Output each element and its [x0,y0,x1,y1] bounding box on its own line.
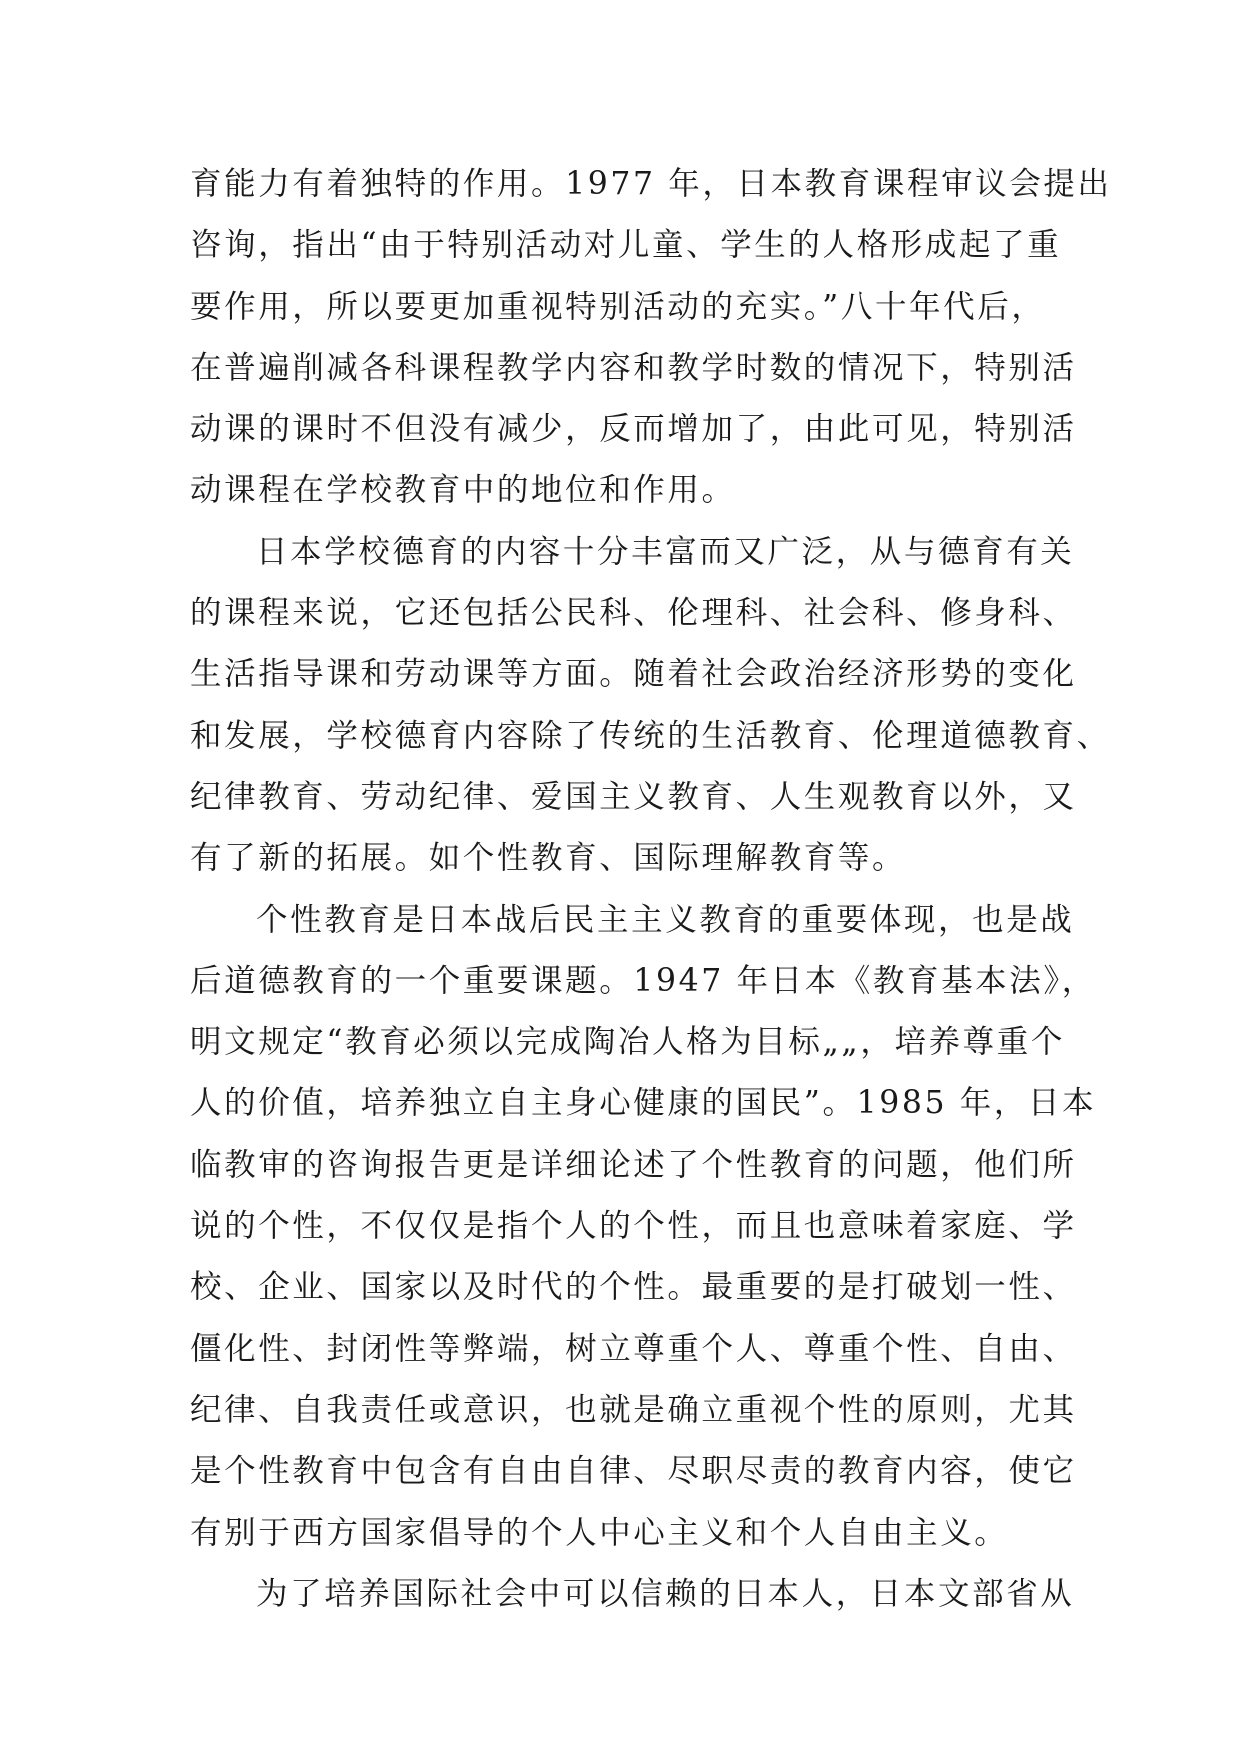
paragraph-first-line: 为了培养国际社会中可以信赖的日本人，日本文部省从 [256,1575,1075,1612]
body-text [190,154,1112,1625]
text-line: 育能力有着独特的作用。1977 年，日本教育课程审议会提出 [190,166,1112,202]
text-line: 校、企业、国家以及时代的个性。最重要的是打破划一性、 [190,1269,1077,1306]
text-line: 后道德教育的一个重要课题。1947 年日本《教育基本法》， [190,962,1096,999]
text-line: 咨询，指出“由于特别活动对儿童、学生的人格形成起了重 [190,227,1062,264]
text-line: 要作用，所以要更加重视特别活动的充实。”八十年代后， [190,288,1046,325]
text-line: 动课的课时不但没有减少，反而增加了，由此可见，特别活 [190,411,1077,448]
paragraph-first-line: 个性教育是日本战后民主主义教育的重要体现，也是战 [256,901,1075,938]
text-line: 明文规定“教育必须以完成陶冶人格为目标„„，培养尊重个 [190,1024,1065,1061]
text-line: 有别于西方国家倡导的个人中心主义和个人自由主义。 [190,1514,1009,1551]
text-line: 僵化性、封闭性等弊端，树立尊重个人、尊重个性、自由、 [190,1330,1077,1367]
text-line: 人的价值，培养独立自主身心健康的国民”。1985 年，日本 [190,1085,1097,1122]
text-line: 说的个性，不仅仅是指个人的个性，而且也意味着家庭、学 [190,1208,1077,1245]
text-line: 纪律、自我责任或意识，也就是确立重视个性的原则，尤其 [190,1391,1077,1428]
text-line: 是个性教育中包含有自由自律、尽职尽责的教育内容，使它 [190,1453,1077,1490]
text-line: 临教审的咨询报告更是详细论述了个性教育的问题，他们所 [190,1146,1077,1183]
text-line: 生活指导课和劳动课等方面。随着社会政治经济形势的变化 [190,656,1077,693]
text-line: 在普遍削减各科课程教学内容和教学时数的情况下，特别活 [190,349,1077,386]
text-line: 和发展，学校德育内容除了传统的生活教育、伦理道德教育、 [190,717,1111,754]
text-line: 动课程在学校教育中的地位和作用。 [190,472,736,509]
text-line: 纪律教育、劳动纪律、爱国主义教育、人生观教育以外，又 [190,778,1077,815]
text-line: 的课程来说，它还包括公民科、伦理科、社会科、修身科、 [190,595,1077,632]
text-line: 有了新的拓展。如个性教育、国际理解教育等。 [190,840,907,877]
paragraph-first-line: 日本学校德育的内容十分丰富而又广泛，从与德育有关 [256,533,1075,570]
